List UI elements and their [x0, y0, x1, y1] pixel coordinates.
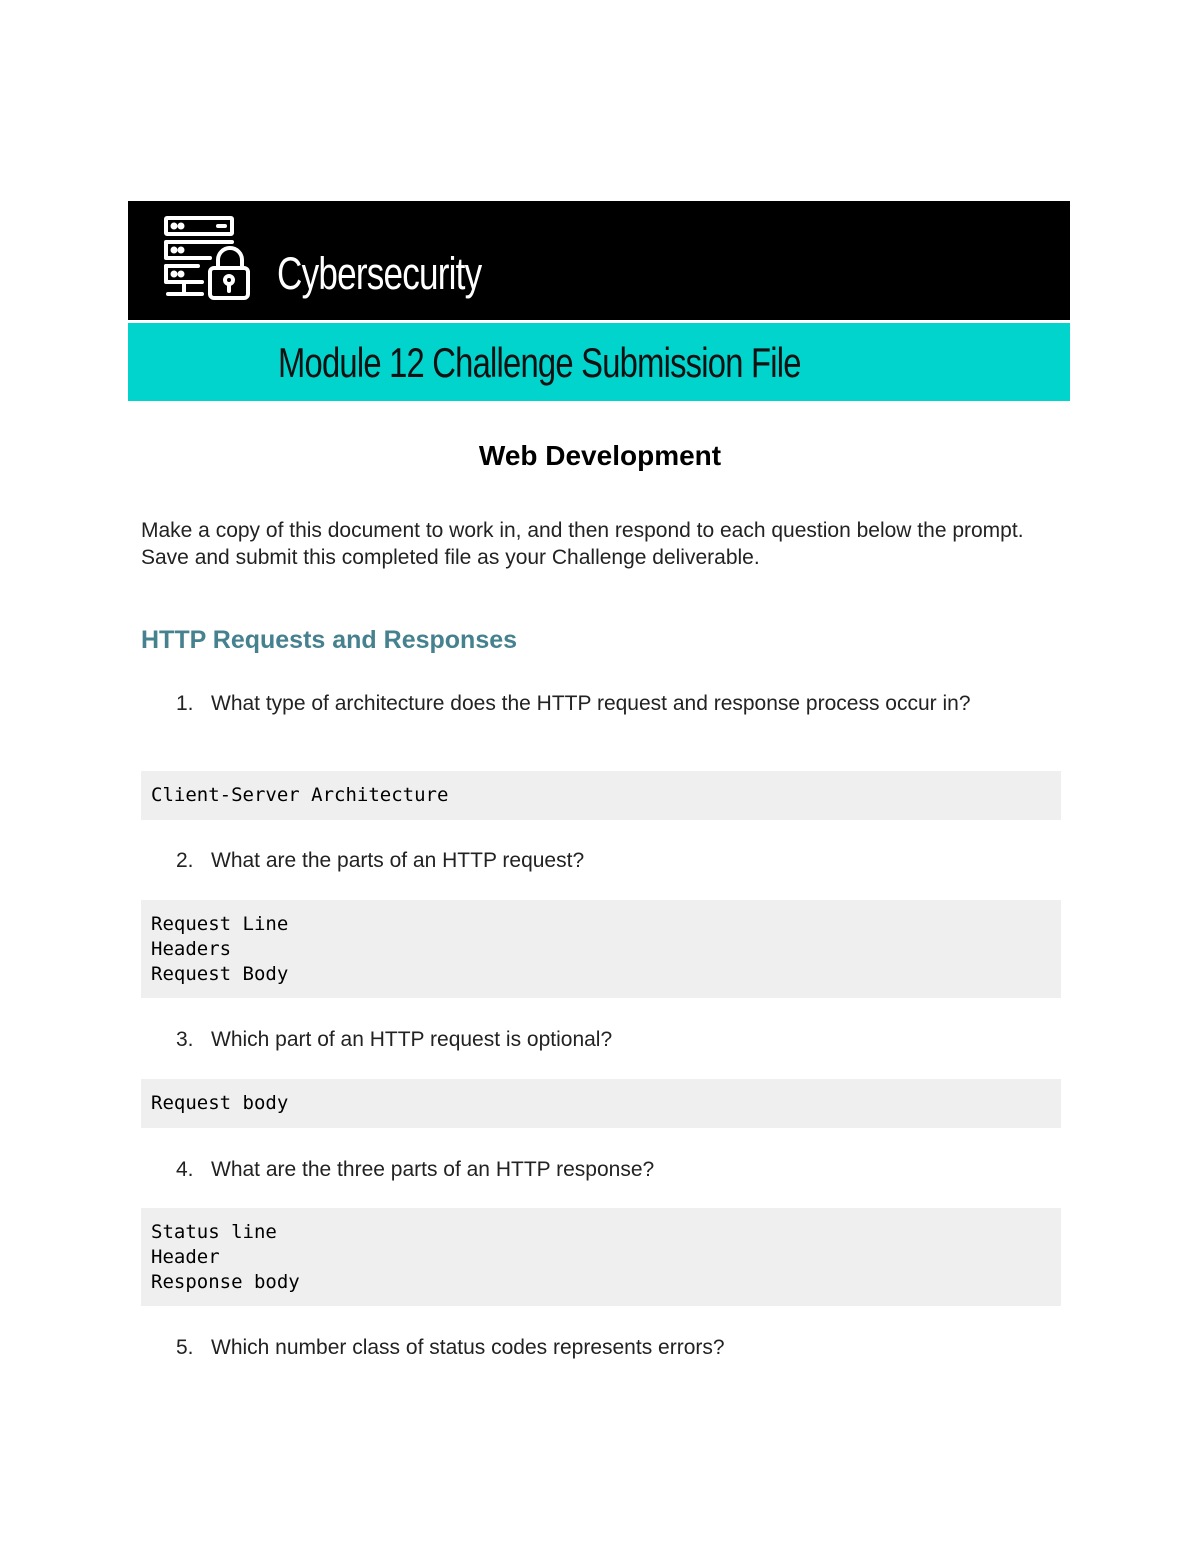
- question-number: 5.: [176, 1336, 194, 1359]
- answer-line: Header: [151, 1246, 220, 1268]
- answer-box-2[interactable]: [141, 900, 1061, 998]
- question-number: 4.: [176, 1158, 194, 1181]
- question-text: Which part of an HTTP request is optional?: [211, 1028, 613, 1051]
- page-title: Web Development: [478, 440, 722, 471]
- server-lock-icon: [162, 214, 252, 302]
- question-number: 1.: [176, 692, 194, 715]
- brand-name: Cybersecurity: [277, 248, 482, 299]
- answer-box-3[interactable]: [141, 1079, 1061, 1128]
- question-2: [176, 847, 1046, 875]
- question-number: 2.: [176, 849, 194, 872]
- answer-line: Response body: [151, 1271, 300, 1293]
- question-text: What are the three parts of an HTTP response?: [211, 1158, 655, 1181]
- header-banner: [128, 201, 1070, 320]
- question-1: [176, 690, 1046, 718]
- document-subtitle: Module 12 Challenge Submission File: [278, 339, 801, 386]
- question-3: [176, 1026, 1046, 1054]
- answer-box-4[interactable]: [141, 1208, 1061, 1306]
- answer-line: Client-Server Architecture: [151, 784, 449, 806]
- answer-line: Request body: [151, 1092, 289, 1114]
- question-text: Which number class of status codes represents errors?: [211, 1336, 725, 1359]
- question-text: What are the parts of an HTTP request?: [211, 849, 585, 872]
- section-heading: HTTP Requests and Responses: [141, 626, 518, 654]
- answer-line: Status line: [151, 1221, 277, 1243]
- question-text: What type of architecture does the HTTP request and response process occur in?: [211, 692, 971, 715]
- subtitle-banner: [128, 323, 1070, 401]
- intro-paragraph: Make a copy of this document to work in, and then respond to each question below the prompt. Save and submit this completed file as your Challenge deliverable.: [141, 519, 1024, 569]
- answer-line: Headers: [151, 938, 232, 960]
- answer-box-1[interactable]: [141, 771, 1061, 820]
- question-number: 3.: [176, 1028, 194, 1051]
- answer-line: Request Line: [151, 913, 289, 935]
- question-4: [176, 1156, 1046, 1184]
- question-5: [176, 1334, 1046, 1362]
- answer-line: Request Body: [151, 963, 289, 985]
